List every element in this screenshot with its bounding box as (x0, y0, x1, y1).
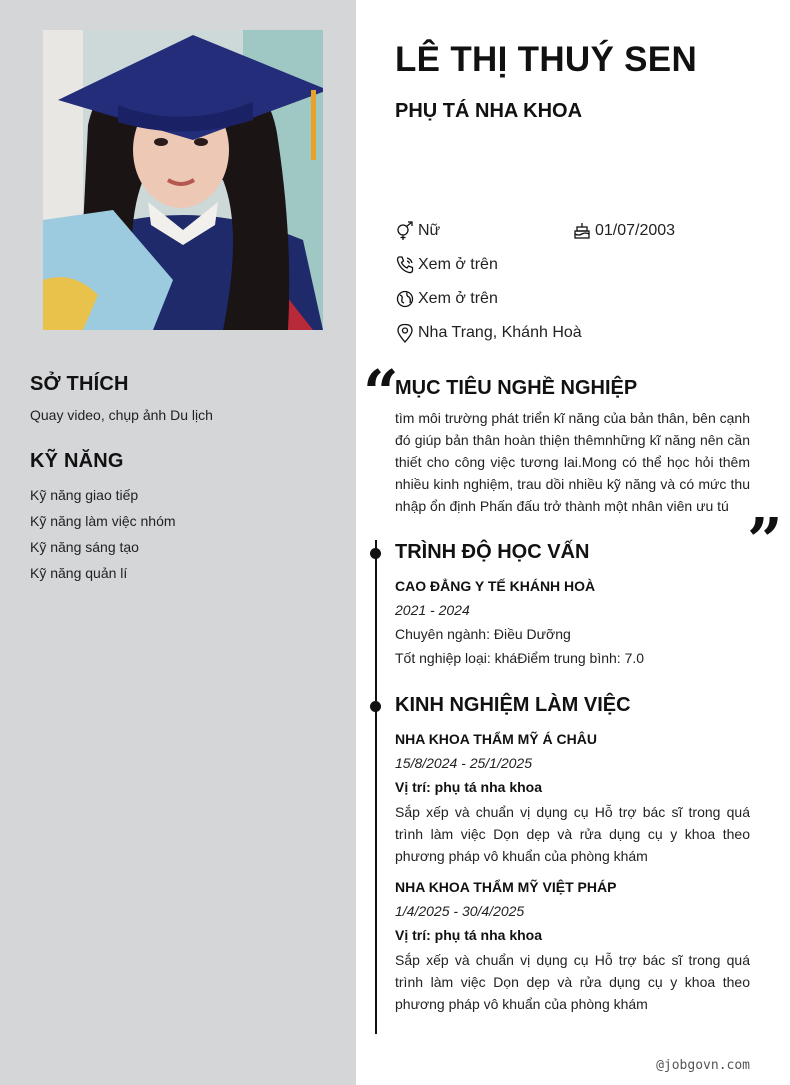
job-company: NHA KHOA THẨM MỸ VIỆT PHÁP (395, 879, 617, 895)
candidate-title: PHỤ TÁ NHA KHOA (395, 100, 583, 122)
education-result: Tốt nghiệp loại: kháĐiểm trung bình: 7.0 (395, 650, 645, 666)
skills-list (30, 486, 176, 590)
skill-item: Kỹ năng giao tiếp (30, 487, 139, 503)
profile-photo (43, 30, 323, 330)
quote-close-icon: ” (747, 504, 783, 577)
quote-open-icon: “ (363, 356, 399, 429)
address-value: Nha Trang, Khánh Hoà (418, 324, 582, 341)
hobbies-text: Quay video, chụp ảnh Du lịch (30, 407, 213, 423)
job-period: 1/4/2025 - 30/4/2025 (395, 903, 525, 919)
job-description: Sắp xếp và chuẩn vị dụng cụ Hỗ trợ bác sĩ trong quá trình làm việc Dọn dẹp và rửa dụng cụ y khoa theo phương pháp vô khuẩn của phòng khám (395, 804, 750, 864)
timeline-dot (370, 548, 381, 559)
objective-heading: MỤC TIÊU NGHỀ NGHIỆP (395, 377, 638, 399)
objective-text: tìm môi trường phát triển kĩ năng của bản thân, bên cạnh đó giúp bản thân hoàn thiện thêmnhững kĩ năng nên cần thiết cho công việc tương lai.Mong có thể học hỏi thêm nhiều kinh nghiệm, trau dồi nhiều kỹ năng và có mức thu nhập ổn định Phấn đấu trở thành một nhân viên ưu tú (395, 410, 750, 514)
birthdate-row (572, 221, 675, 241)
phone-row (395, 255, 498, 275)
gender-row (395, 221, 440, 241)
skills-heading: KỸ NĂNG (30, 450, 124, 472)
education-period: 2021 - 2024 (395, 602, 470, 618)
sidebar (0, 0, 356, 1085)
globe-icon (395, 289, 415, 309)
map-pin-icon (395, 323, 415, 343)
skill-item: Kỹ năng làm việc nhóm (30, 513, 176, 529)
website-row (395, 289, 498, 309)
job-description: Sắp xếp và chuẩn vị dụng cụ Hỗ trợ bác sĩ trong quá trình làm việc Dọn dẹp và rửa dụng cụ y khoa theo phương pháp vô khuẩn của phòng khám (395, 952, 750, 1012)
school-name: CAO ĐẲNG Y TẾ KHÁNH HOÀ (395, 578, 596, 594)
job-position: Vị trí: phụ tá nha khoa (395, 779, 543, 795)
skill-item: Kỹ năng sáng tạo (30, 539, 139, 555)
watermark: @jobgovn.com (656, 1058, 750, 1073)
address-row (395, 323, 582, 343)
phone-value: Xem ở trên (418, 256, 498, 273)
job-position: Vị trí: phụ tá nha khoa (395, 927, 543, 943)
timeline-line (375, 540, 377, 1034)
timeline-dot (370, 701, 381, 712)
education-heading: TRÌNH ĐỘ HỌC VẤN (395, 541, 590, 563)
candidate-name: LÊ THỊ THUÝ SEN (395, 40, 698, 79)
gender-value: Nữ (418, 222, 441, 239)
gender-icon (395, 221, 415, 241)
birthdate-value: 01/07/2003 (595, 222, 676, 239)
job-company: NHA KHOA THẨM MỸ Á CHÂU (395, 731, 597, 747)
hobbies-heading: SỞ THÍCH (30, 373, 129, 395)
cake-icon (572, 221, 592, 241)
job-period: 15/8/2024 - 25/1/2025 (395, 755, 533, 771)
education-major: Chuyên ngành: Điều Dưỡng (395, 626, 571, 642)
skill-item: Kỹ năng quản lí (30, 565, 128, 581)
phone-icon (395, 255, 415, 275)
website-value: Xem ở trên (418, 290, 498, 307)
experience-heading: KINH NGHIỆM LÀM VIỆC (395, 694, 631, 716)
